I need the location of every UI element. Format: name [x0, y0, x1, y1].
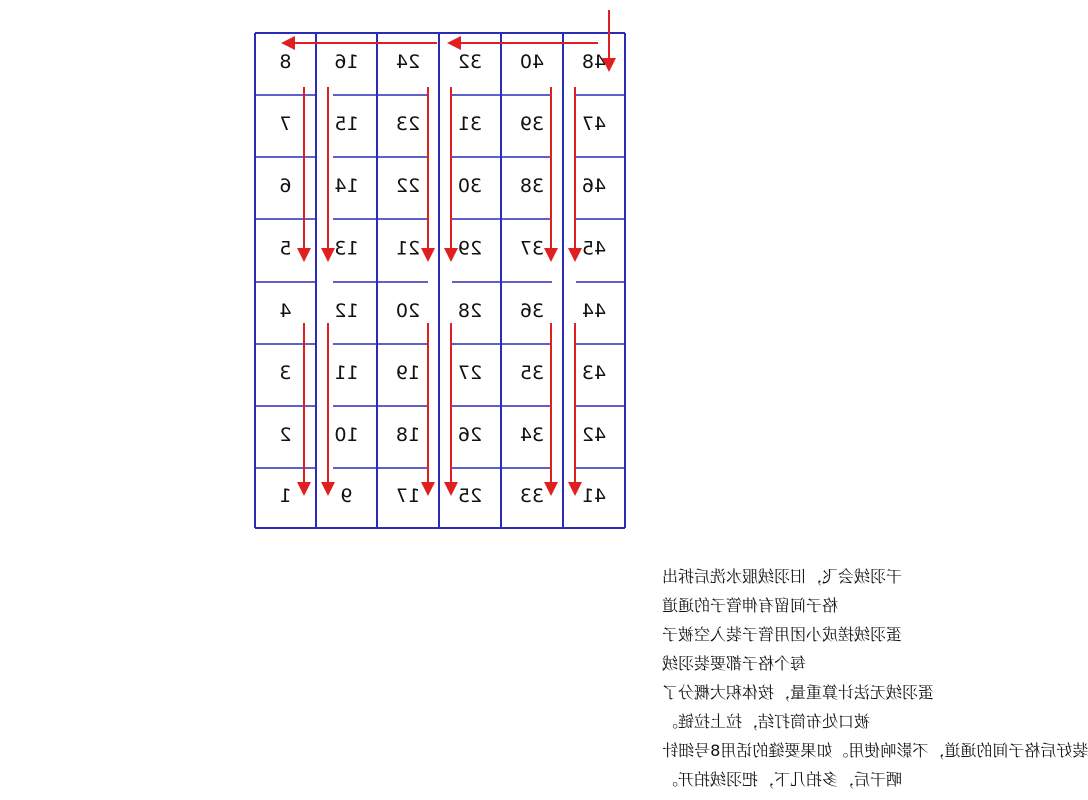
cell-number: 30 — [457, 175, 483, 197]
cell-number: 33 — [519, 485, 545, 507]
note-line-8: 晒干后，多拍几下，把羽绒拍开。 — [662, 770, 903, 789]
cell-number: 47 — [581, 113, 607, 135]
cell-number: 27 — [457, 362, 483, 384]
cell-number: 25 — [457, 485, 483, 507]
cell-number: 44 — [581, 300, 607, 322]
cell-number: 20 — [395, 300, 421, 322]
note-line-7: 装好后格子间的通道，不影响使用。如果要缝的话用8号细针 — [662, 741, 1088, 760]
cell-number: 8 — [279, 51, 292, 73]
note-line-3: 蛋羽绒搓成小团用管子装入空被子 — [662, 625, 903, 644]
cell-number: 11 — [334, 362, 359, 384]
cell-number: 2 — [279, 424, 292, 446]
cell-number: 35 — [519, 362, 545, 384]
cell-number: 41 — [581, 485, 607, 507]
note-line-2: 格子间留有伸管子的通道 — [662, 596, 839, 615]
cell-number: 13 — [334, 237, 359, 260]
cell-number: 14 — [334, 175, 359, 197]
cell-number: 12 — [334, 300, 359, 322]
cell-number: 15 — [334, 113, 359, 135]
cell-number: 34 — [519, 424, 545, 446]
cell-number: 40 — [519, 51, 545, 73]
cell-number: 31 — [457, 113, 483, 135]
cell-number: 3 — [279, 362, 292, 384]
cell-number: 39 — [519, 113, 545, 135]
cell-number: 42 — [581, 424, 607, 446]
grid-lines — [255, 33, 625, 528]
cell-number: 37 — [519, 237, 545, 260]
note-line-1: 干羽绒会飞，旧羽绒服水洗后拆出 — [662, 567, 903, 586]
cell-number: 5 — [279, 237, 292, 260]
cell-number: 19 — [395, 362, 421, 384]
cell-number: 38 — [519, 175, 545, 197]
flow-arrows — [283, 10, 609, 494]
cell-number: 4 — [279, 300, 292, 322]
cell-number: 16 — [334, 51, 359, 73]
cell-number: 17 — [395, 485, 421, 507]
cell-number: 43 — [581, 362, 607, 384]
note-line-6: 被口处布筒打结，拉上拉链。 — [662, 712, 871, 731]
cell-number: 1 — [279, 485, 292, 507]
cell-number: 28 — [457, 300, 483, 322]
cell-number: 10 — [334, 424, 359, 446]
cell-number: 29 — [457, 237, 483, 260]
cell-number: 46 — [581, 175, 607, 197]
instruction-notes — [0, 562, 1088, 792]
cell-number: 22 — [395, 175, 421, 197]
cell-number: 36 — [519, 300, 545, 322]
cell-number: 21 — [395, 237, 421, 260]
cell-number: 9 — [340, 485, 353, 507]
cell-number: 18 — [395, 424, 421, 446]
cell-number: 23 — [395, 113, 421, 135]
cell-number: 6 — [279, 175, 292, 197]
note-line-4: 每个格子都要装羽绒 — [662, 654, 807, 673]
cell-number: 26 — [457, 424, 483, 446]
cell-number: 48 — [581, 51, 607, 73]
cell-number: 32 — [457, 51, 483, 73]
cell-number: 24 — [395, 51, 421, 73]
cell-number: 45 — [581, 237, 607, 260]
note-line-5: 蛋羽绒无法计算重量，按体积大概分了 — [662, 683, 935, 702]
cell-number: 7 — [279, 113, 292, 135]
